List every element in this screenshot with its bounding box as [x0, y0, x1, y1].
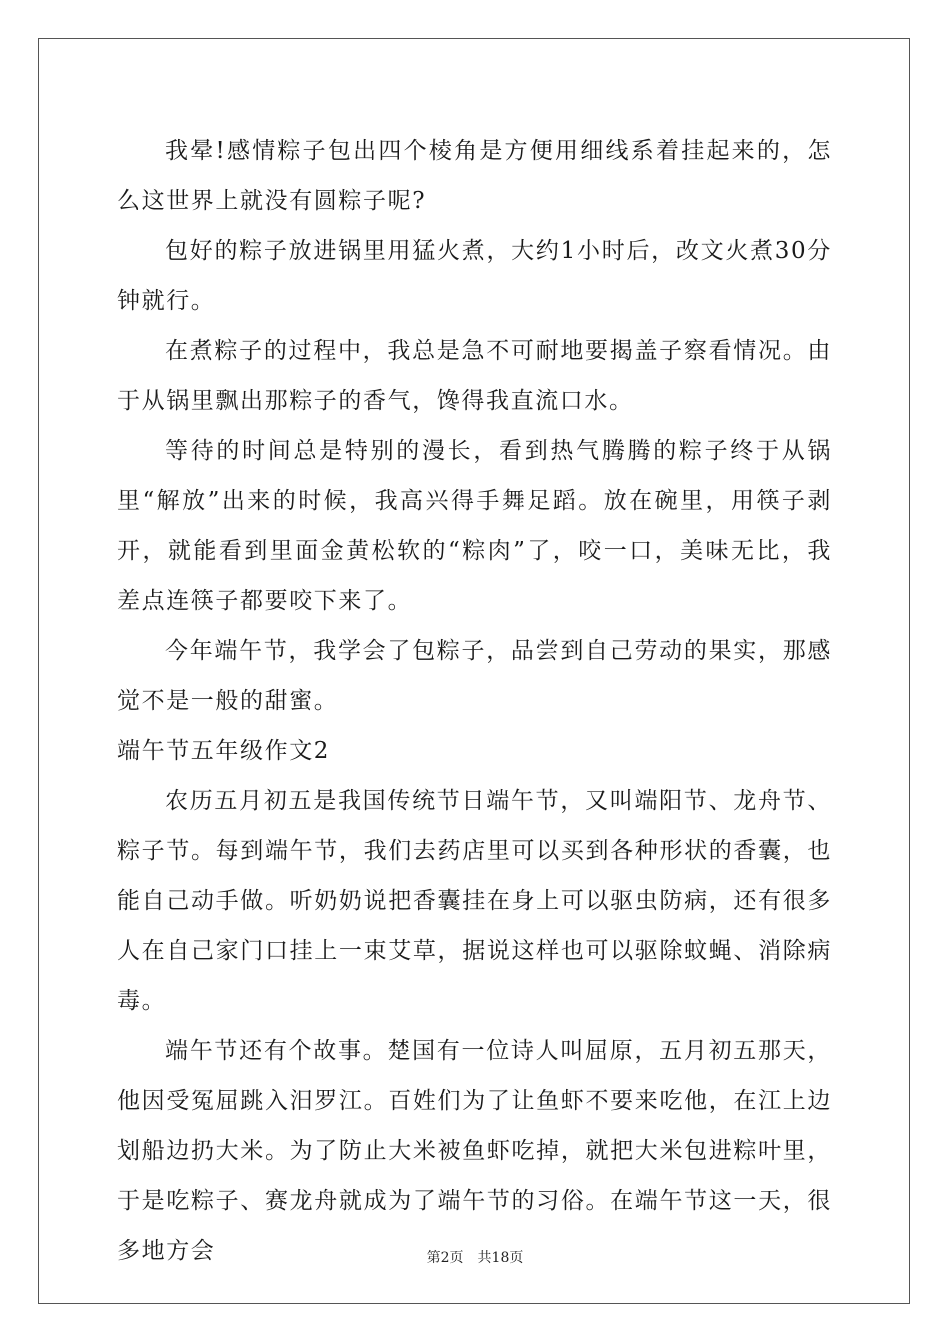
paragraph: 包好的粽子放进锅里用猛火煮，大约1小时后，改文火煮30分钟就行。 — [117, 238, 832, 314]
paragraph: 农历五月初五是我国传统节日端午节，又叫端阳节、龙舟节、粽子节。每到端午节，我们去药店里可以买到各种形状的香囊，也能自己动手做。听奶奶说把香囊挂在身上可以驱虫防病，还有很多人在自己家门口挂上一束艾草，据说这样也可以驱除蚊蝇、消除病毒。 — [117, 788, 832, 1014]
paragraph: 今年端午节，我学会了包粽子，品尝到自己劳动的果实，那感觉不是一般的甜蜜。 — [117, 638, 832, 714]
page-number: 第2页 — [426, 1250, 464, 1266]
paragraph: 在煮粽子的过程中，我总是急不可耐地要揭盖子察看情况。由于从锅里飘出那粽子的香气，馋得我直流口水。 — [117, 338, 832, 414]
paragraph: 我晕!感情粽子包出四个棱角是方便用细线系着挂起来的，怎么这世界上就没有圆粽子呢? — [117, 138, 832, 214]
paragraph: 等待的时间总是特别的漫长，看到热气腾腾的粽子终于从锅里“解放”出来的时候，我高兴得手舞足蹈。放在碗里，用筷子剥开，就能看到里面金黄松软的“粽肉”了，咬一口，美味无比，我差点连筷子都要咬下来了。 — [117, 438, 832, 614]
paragraph: 端午节还有个故事。楚国有一位诗人叫屈原，五月初五那天，他因受冤屈跳入汨罗江。百姓们为了让鱼虾不要来吃他，在江上边划船边扔大米。为了防止大米被鱼虾吃掉，就把大米包进粽叶里，于是吃粽子、赛龙舟就成为了端午节的习俗。在端午节这一天，很多地方会 — [117, 1038, 832, 1264]
page-footer — [0, 1247, 950, 1267]
section-heading: 端午节五年级作文2 — [117, 738, 331, 764]
page-total: 共18页 — [477, 1250, 524, 1266]
document-body — [117, 126, 832, 1276]
